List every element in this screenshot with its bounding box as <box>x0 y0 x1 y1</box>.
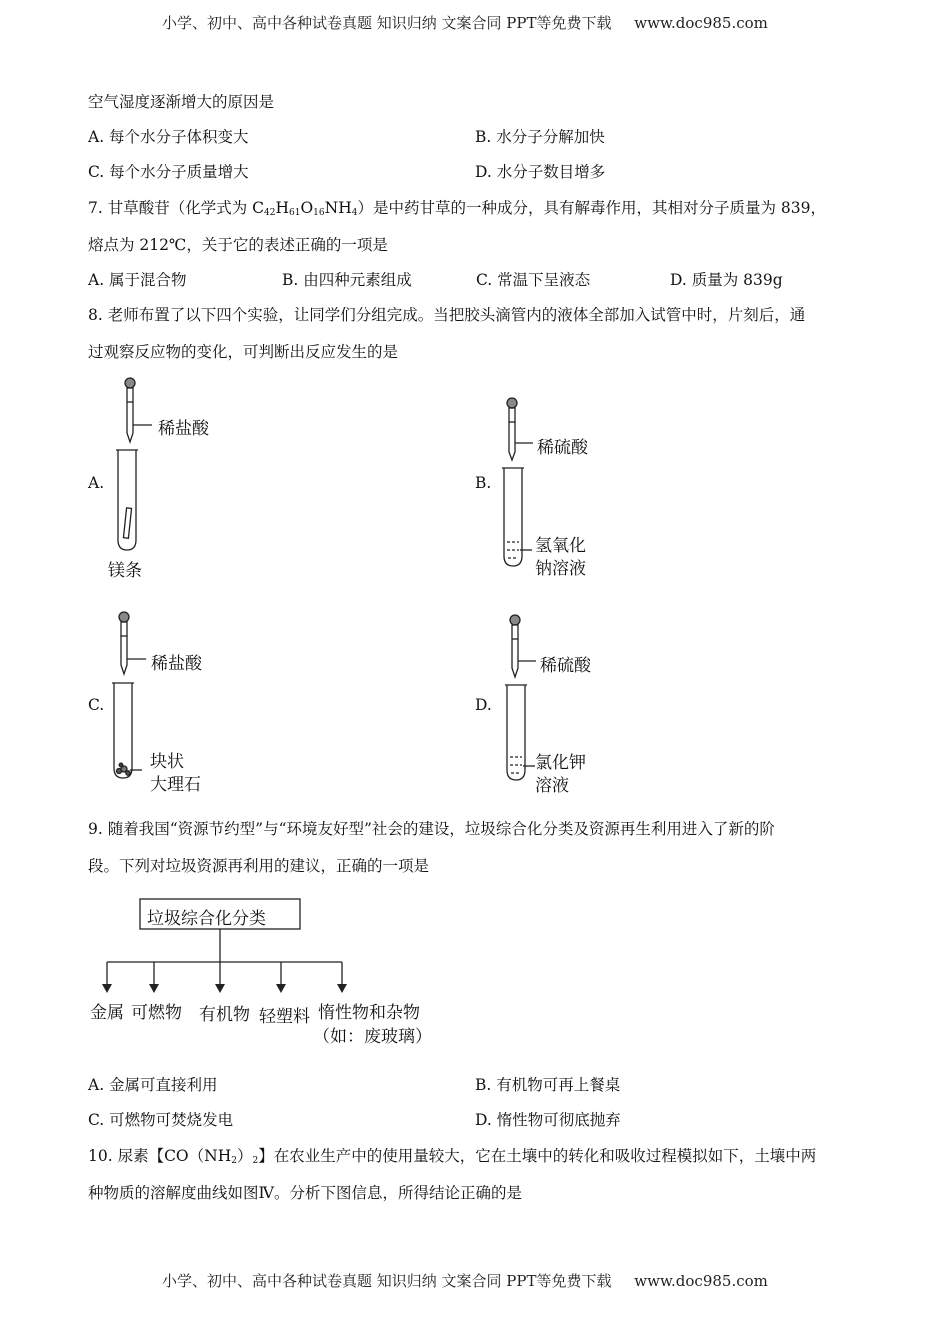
q8-stem-line1: 8. 老师布置了以下四个实验，让同学们分组完成。当把胶头滴管内的液体全部加入试管中时，片刻后，通 <box>88 306 806 324</box>
formula-sub: 4 <box>351 208 358 218</box>
diagram-leaf-combustible: 可燃物 <box>131 1003 182 1023</box>
diagram-leaf-inert-note: （如：废玻璃） <box>313 1027 432 1047</box>
q10-stem-line2: 种物质的溶解度曲线如图Ⅳ。分析下图信息，所得结论正确的是 <box>88 1184 522 1202</box>
formula-el: NH <box>324 199 352 217</box>
formula-sub: 16 <box>313 208 325 218</box>
header-url[interactable]: www.doc985.com <box>634 14 768 32</box>
test-tube-d-icon <box>505 685 535 780</box>
diagram-leaf-inert: 惰性物和杂物 <box>318 1003 420 1023</box>
diagram-leaf-organic: 有机物 <box>199 1005 250 1025</box>
q10-stem-pre: 10. 尿素【CO（NH <box>88 1147 232 1165</box>
q9-option-d: D. 惰性物可彻底抛弃 <box>475 1111 621 1129</box>
q6-option-d: D. 水分子数目增多 <box>475 163 606 181</box>
dropper-b-icon <box>507 398 533 460</box>
q8-a-dropper-label: 稀盐酸 <box>158 419 209 439</box>
q8-d-dropper-label: 稀硫酸 <box>540 656 591 676</box>
q8-c-tube-label-2: 大理石 <box>150 775 201 795</box>
q8-b-tube-label-1: 氢氧化 <box>535 536 586 556</box>
test-tube-a-icon <box>116 450 138 550</box>
q8-d-tube-label-1: 氯化钾 <box>535 753 586 773</box>
diagram-root-label: 垃圾综合化分类 <box>147 909 266 929</box>
footer-url[interactable]: www.doc985.com <box>634 1272 768 1290</box>
q9-option-b: B. 有机物可再上餐桌 <box>475 1076 621 1094</box>
q7-option-a: A. 属于混合物 <box>88 271 187 289</box>
formula-sub: 2 <box>231 1156 237 1166</box>
q9-stem-line1: 9. 随着我国“资源节约型”与“环境友好型”社会的建设，垃圾综合化分类及资源再生利用进入了新的阶 <box>88 820 775 838</box>
q8-option-a-letter: A. <box>88 474 105 492</box>
q10-stem-line1 <box>88 1144 816 1166</box>
q9-option-a: A. 金属可直接利用 <box>88 1076 218 1094</box>
test-tube-b-icon <box>502 468 532 566</box>
formula-sub: 61 <box>289 208 301 218</box>
q7-option-b: B. 由四种元素组成 <box>282 271 412 289</box>
q8-stem-line2: 过观察反应物的变化，可判断出反应发生的是 <box>88 343 399 361</box>
q9-option-c: C. 可燃物可焚烧发电 <box>88 1111 234 1129</box>
q6-option-b: B. 水分子分解加快 <box>475 128 605 146</box>
q8-c-tube-label-1: 块状 <box>150 752 184 772</box>
test-tube-c-icon <box>112 683 142 778</box>
q8-d-tube-label-2: 溶液 <box>535 776 569 796</box>
q7-option-c: C. 常温下呈液态 <box>476 271 591 289</box>
dropper-c-icon <box>119 612 146 674</box>
formula-sub: 42 <box>264 208 276 218</box>
q8-option-d-letter: D. <box>475 696 492 714</box>
dropper-d-icon <box>510 615 536 677</box>
q10-stem-post: 】在农业生产中的使用量较大，它在土壤中的转化和吸收过程模拟如下，土壤中两 <box>258 1147 817 1165</box>
diagram-leaf-plastic: 轻塑料 <box>259 1007 310 1027</box>
page-footer <box>162 1270 768 1291</box>
q7-stem-post: ）是中药甘草的一种成分，具有解毒作用，其相对分子质量为 839， <box>357 199 826 217</box>
header-text: 小学、初中、高中各种试卷真题 知识归纳 文案合同 PPT等免费下载 <box>162 14 612 32</box>
q8-option-c-letter: C. <box>88 696 105 714</box>
q7-option-d: D. 质量为 839g <box>670 271 783 289</box>
formula-sub: 2 <box>252 1156 259 1166</box>
q8-b-dropper-label: 稀硫酸 <box>537 438 588 458</box>
q7-stem-line2: 熔点为 212℃，关于它的表述正确的一项是 <box>88 236 388 254</box>
diagram-leaf-metal: 金属 <box>90 1003 124 1023</box>
q8-option-b-letter: B. <box>475 474 492 492</box>
q6-option-a: A. 每个水分子体积变大 <box>88 128 249 146</box>
q9-stem-line2: 段。下列对垃圾资源再利用的建议，正确的一项是 <box>88 857 430 875</box>
q8-a-tube-label: 镁条 <box>108 561 142 581</box>
q6-option-c: C. 每个水分子质量增大 <box>88 163 249 181</box>
footer-text: 小学、初中、高中各种试卷真题 知识归纳 文案合同 PPT等免费下载 <box>162 1272 612 1290</box>
dropper-a-icon <box>125 378 152 442</box>
q7-stem-pre: 7. 甘草酸苷（化学式为 C <box>88 199 265 217</box>
q8-c-dropper-label: 稀盐酸 <box>151 654 202 674</box>
formula-el: O <box>300 199 314 217</box>
formula-el: H <box>275 199 289 217</box>
q10-stem-mid: ） <box>236 1147 253 1165</box>
q8-b-tube-label-2: 钠溶液 <box>535 559 586 579</box>
q6-stem-tail: 空气湿度逐渐增大的原因是 <box>88 93 275 111</box>
diagram-arrowheads <box>102 984 347 993</box>
